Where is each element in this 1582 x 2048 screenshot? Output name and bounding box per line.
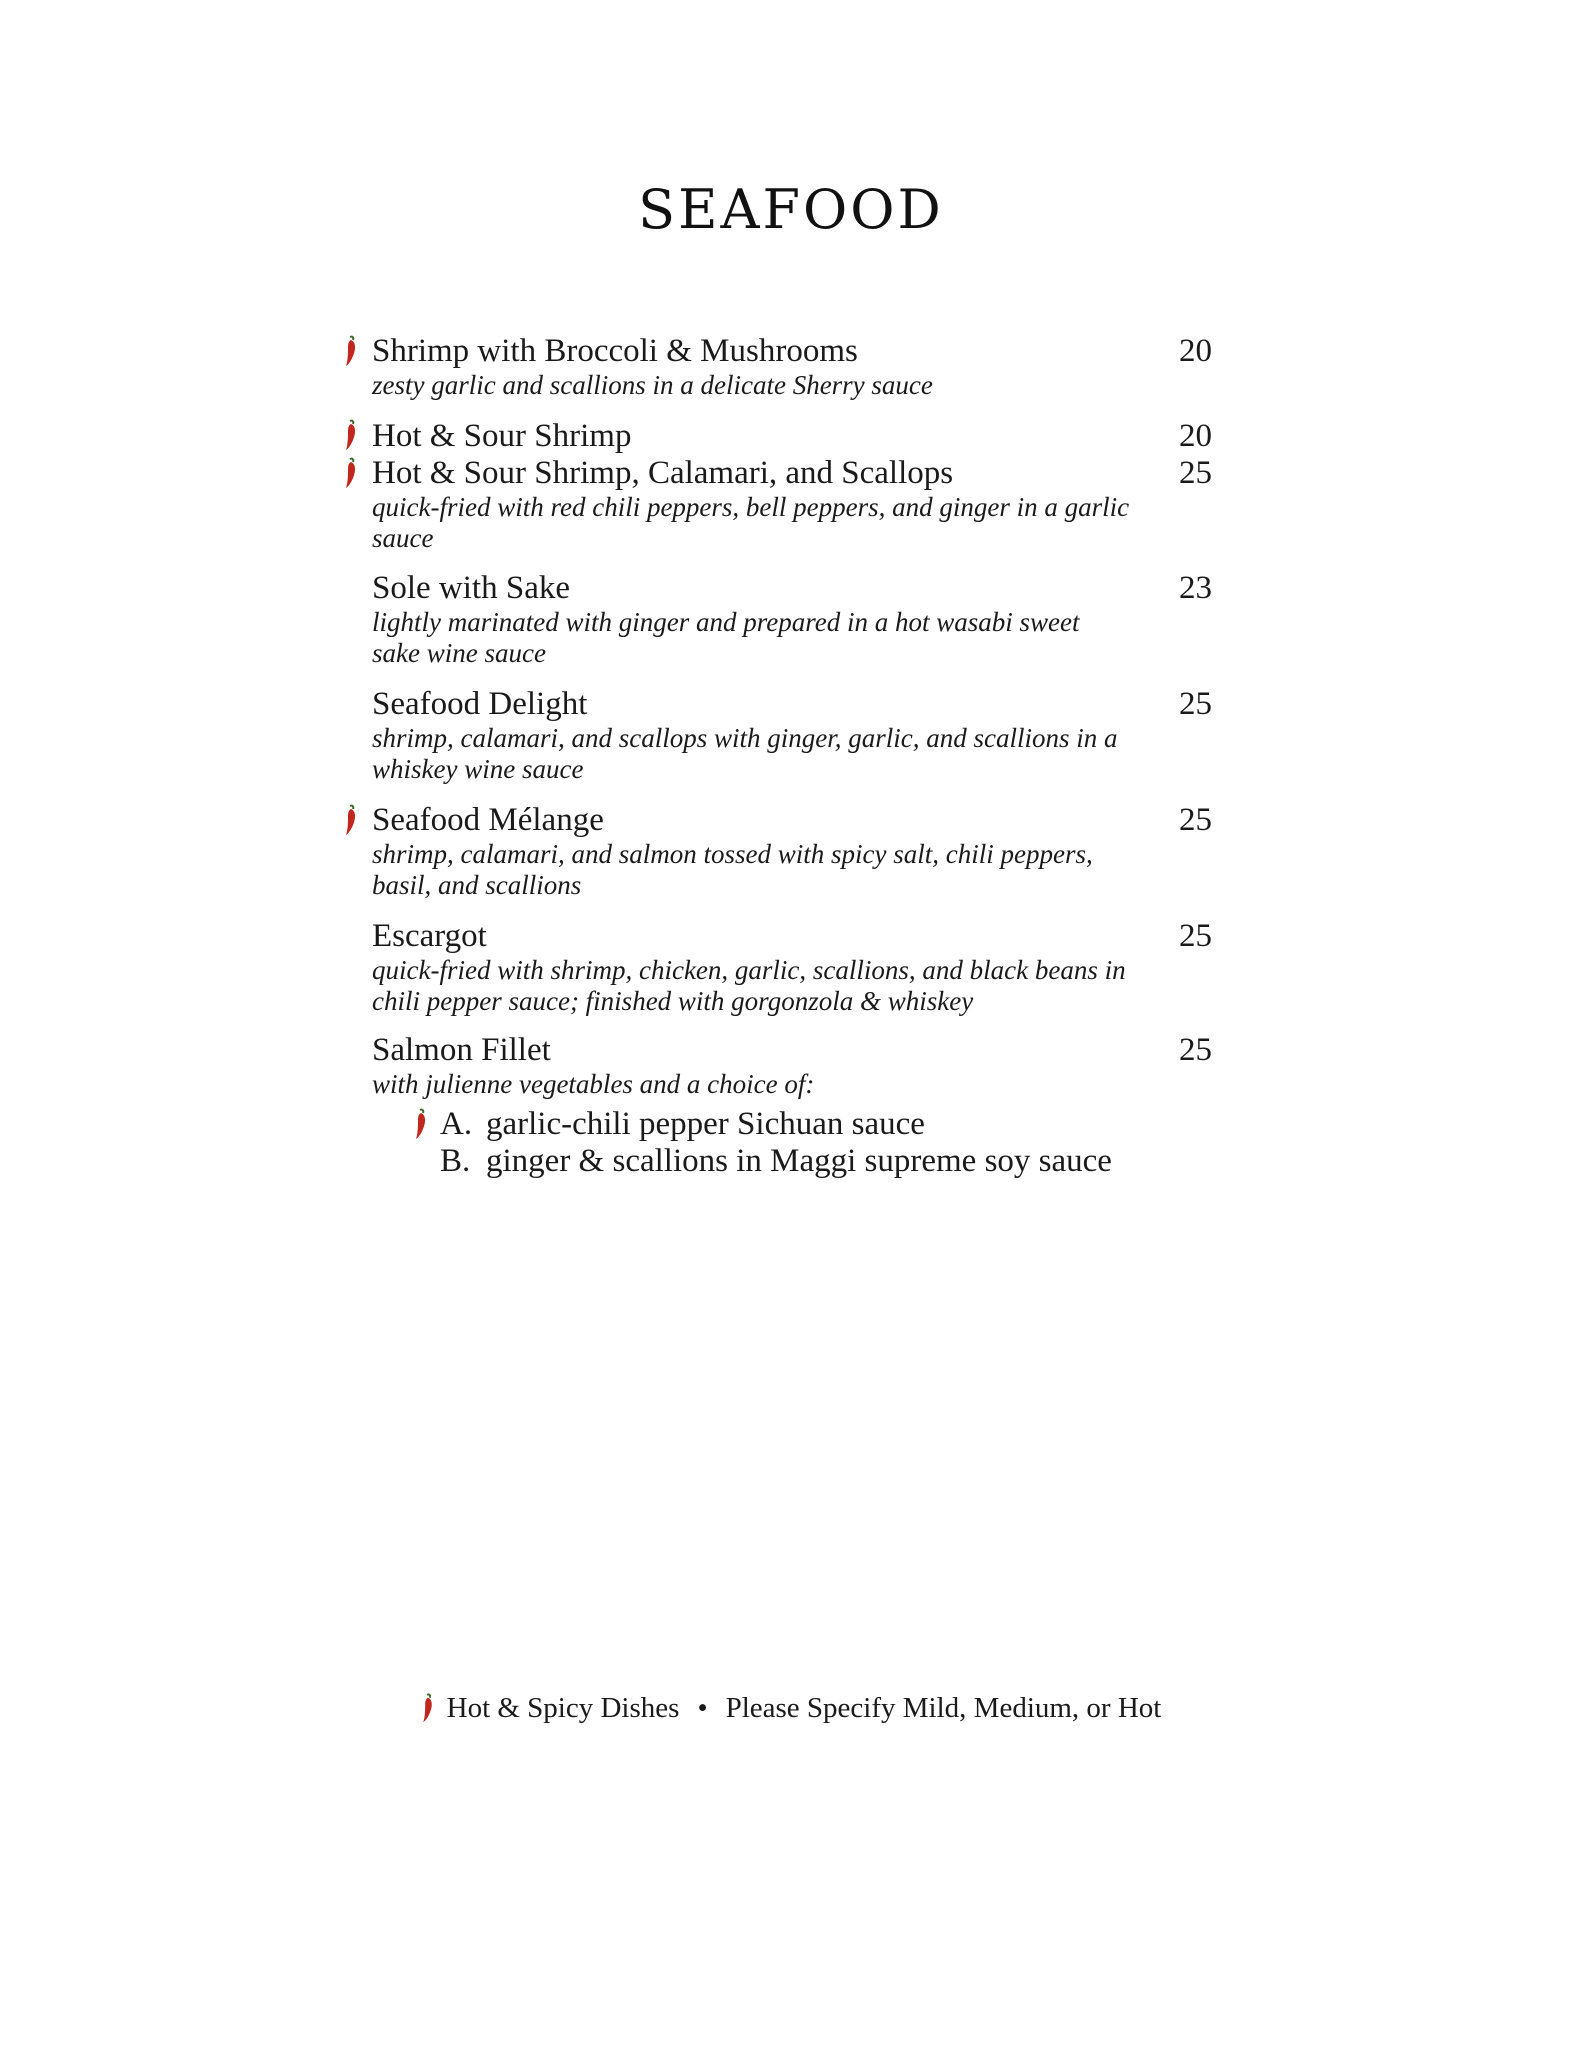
chili-pepper-icon — [344, 804, 358, 836]
menu-item — [372, 333, 1212, 401]
menu-item — [372, 418, 1212, 455]
item-name: Sole with Sake — [372, 570, 570, 606]
chili-pepper-icon — [344, 457, 358, 489]
item-price: 25 — [1179, 455, 1212, 491]
sauce-option — [440, 1143, 1112, 1180]
chili-pepper-icon — [344, 419, 358, 451]
item-name: Escargot — [372, 918, 487, 954]
option-letter: B. — [440, 1143, 471, 1179]
item-description: quick-fried with red chili peppers, bell peppers, and ginger in a garlic sauce — [372, 492, 1130, 553]
item-name: Seafood Delight — [372, 686, 588, 722]
menu-item — [372, 802, 1212, 901]
item-price: 20 — [1179, 333, 1212, 369]
menu-item — [372, 570, 1212, 669]
item-price: 23 — [1179, 570, 1212, 606]
option-text: ginger & scallions in Maggi supreme soy sauce — [486, 1143, 1112, 1179]
item-description: lightly marinated with ginger and prepared in a hot wasabi sweet sake wine sauce — [372, 607, 1080, 668]
item-price: 25 — [1179, 918, 1212, 954]
menu-item — [372, 455, 1212, 554]
separator-bullet: • — [697, 1692, 708, 1724]
chili-pepper-icon — [414, 1108, 428, 1140]
option-text: garlic-chili pepper Sichuan sauce — [486, 1106, 925, 1142]
item-description: with julienne vegetables and a choice of: — [372, 1069, 815, 1099]
item-description: shrimp, calamari, and salmon tossed with spicy salt, chili peppers, basil, and scallions — [372, 839, 1093, 900]
item-price: 25 — [1179, 686, 1212, 722]
menu-item — [372, 686, 1212, 785]
item-description: quick-fried with shrimp, chicken, garlic, scallions, and black beans in chili pepper sauce; finished with gorgonzola & whiskey — [372, 955, 1126, 1016]
item-price: 25 — [1179, 1032, 1212, 1068]
item-name: Hot & Sour Shrimp, Calamari, and Scallops — [372, 455, 954, 491]
item-price: 20 — [1179, 418, 1212, 454]
item-name: Shrimp with Broccoli & Mushrooms — [372, 333, 858, 369]
item-name: Salmon Fillet — [372, 1032, 551, 1068]
spicy-legend-label: Hot & Spicy Dishes — [446, 1692, 680, 1724]
item-description: shrimp, calamari, and scallops with ginger, garlic, and scallions in a whiskey wine sauce — [372, 723, 1118, 784]
item-name: Seafood Mélange — [372, 802, 604, 838]
menu-item — [372, 918, 1212, 1017]
menu-item — [372, 1032, 1212, 1100]
item-price: 25 — [1179, 802, 1212, 838]
chili-pepper-icon — [421, 1693, 435, 1723]
chili-pepper-icon — [344, 335, 358, 367]
sauce-option — [440, 1106, 925, 1143]
spice-level-note: Please Specify Mild, Medium, or Hot — [725, 1692, 1162, 1724]
item-description: zesty garlic and scallions in a delicate Sherry sauce — [372, 370, 933, 400]
spicy-legend-footer — [0, 1690, 1582, 1726]
option-letter: A. — [440, 1106, 473, 1142]
page-title: SEAFOOD — [638, 178, 944, 241]
item-name: Hot & Sour Shrimp — [372, 418, 632, 454]
